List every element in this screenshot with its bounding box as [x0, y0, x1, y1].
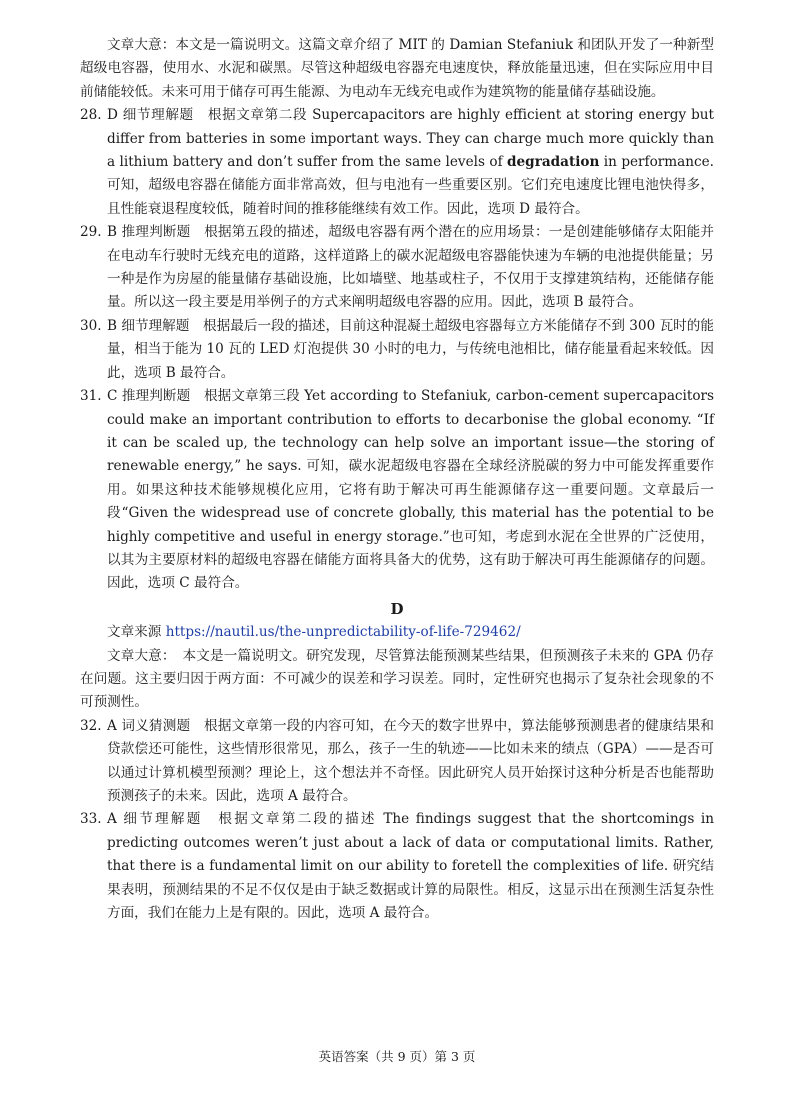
question-number: 29. — [80, 224, 102, 241]
answer-item-33 — [80, 808, 714, 925]
question-number: 32. — [80, 717, 102, 734]
summary-passage-c: 文章大意：本文是一篇说明文。这篇文章介绍了 MIT 的 Damian Stefaniuk 和团队开发了一种新型超级电容器，使用水、水泥和碳黑。尽管这种超级电容器充电速度快，释放能量迅速，但在实际应用中目前储能较低。未来可用于储存可再生能源、为电动车无线充电或作为建筑物的能量储存基础设施。 — [80, 37, 714, 100]
answer-item-28 — [80, 104, 714, 221]
summary-passage-d: 文章大意： 本文是一篇说明文。研究发现，尽管算法能预测某些结果，但预测孩子未来的 GPA 仍存在问题。这主要归因于两方面：不可减少的误差和学习误差。同时，定性研究也揭示了复杂社会现象的不可预测性。 — [80, 647, 714, 711]
page-footer: 英语答案（共 9 页）第 3 页 — [318, 1049, 476, 1064]
answer-explanation: B 推理判断题 根据第五段的描述，超级电容器有两个潜在的应用场景：一是创建能够储存太阳能并在电动车行驶时无线充电的道路，这样道路上的碳水泥超级电容器能快速为车辆的电池提供能量；另一种是作为房屋的能量储存基础设施，比如墙壁、地基或柱子，不仅用于支撑建筑结构，还能储存能量。所以这一段主要是用举例子的方式来阐明超级电容器的应用。因此，选项 B 最符合。 — [107, 224, 714, 311]
question-number: 30. — [80, 317, 102, 334]
answer-explanation: A 词义猜测题 根据文章第一段的内容可知，在今天的数字世界中，算法能够预测患者的健康结果和贷款偿还可能性，这些情形很常见，那么，孩子一生的轨迹——比如未来的绩点（GPA）——是否可以通过计算机模型预测？理论上，这个想法并不奇怪。因此研究人员开始探讨这种分析是否也能帮助预测孩子的未来。因此，选项 A 最符合。 — [107, 717, 714, 804]
bold-keyword: degradation — [507, 154, 600, 171]
answer-explanation: B 细节理解题 根据最后一段的描述，目前这种混凝土超级电容器每立方米能储存不到 300 瓦时的能量，相当于能为 10 瓦的 LED 灯泡提供 30 小时的电力，与传统电池相比，储存能量看起来较低。因此，选项 B 最符合。 — [107, 317, 714, 381]
question-number: 31. — [80, 388, 102, 405]
question-number: 28. — [80, 107, 102, 124]
answer-explanation — [107, 104, 714, 221]
page-content — [80, 34, 714, 925]
answer-explanation: A 细节理解题 根据文章第二段的描述 The findings suggest that the shortcomings in predicting outcomes weren’t just about a lack of data or computational limits. Rather, that there is a fundamental limit on our ability to foretell the complexities of life. 研究结果表明，预测结果的不足不仅仅是由于缺乏数据或计算的局限性。相反，这显示出在预测生活复杂性方面，我们在能力上是有限的。因此，选项 A 最符合。 — [107, 811, 714, 922]
source-link[interactable]: https://nautil.us/the-unpredictability-of-life-729462/ — [165, 624, 521, 641]
article-source — [80, 621, 714, 644]
explanation-text: D 细节理解题 根据文章第二段 Supercapacitors are highly efficient at storing energy but differ from batteries in some important ways. They can charge much more quickly than a lithium battery and don’t suffer from the same levels of — [107, 107, 714, 171]
explanation-text: in performance. 可知，超级电容器在储能方面非常高效，但与电池有一些重要区别。它们充电速度比锂电池快得多，且性能衰退程度较低，随着时间的推移能继续有效工作。因此，选项 D 最符合。 — [107, 154, 715, 217]
source-label: 文章来源 — [107, 624, 162, 641]
question-number: 33. — [80, 811, 102, 828]
answer-item-32 — [80, 715, 714, 809]
answer-explanation: C 推理判断题 根据文章第三段 Yet according to Stefaniuk, carbon-cement supercapacitors could make an important contribution to efforts to decarbonise the global economy. “If it can be scaled up, the technology can help solve an important issue—the storing of renewable energy,” he says. 可知，碳水泥超级电容器在全球经济脱碳的努力中可能发挥重要作用。如果这种技术能够规模化应用，它将有助于解决可再生能源储存这一重要问题。文章最后一段“Given the widespread use of concrete globally, this material has the potential to be highly competitive and useful in energy storage.”也可知，考虑到水泥在全世界的广泛使用，以其为主要原材料的超级电容器在储能方面将具备大的优势，这有助于解决可再生能源储存的问题。因此，选项 C 最符合。 — [107, 388, 714, 592]
answer-item-31 — [80, 385, 714, 596]
answer-item-30 — [80, 315, 714, 385]
section-heading-d: D — [390, 599, 404, 618]
answer-item-29 — [80, 221, 714, 315]
